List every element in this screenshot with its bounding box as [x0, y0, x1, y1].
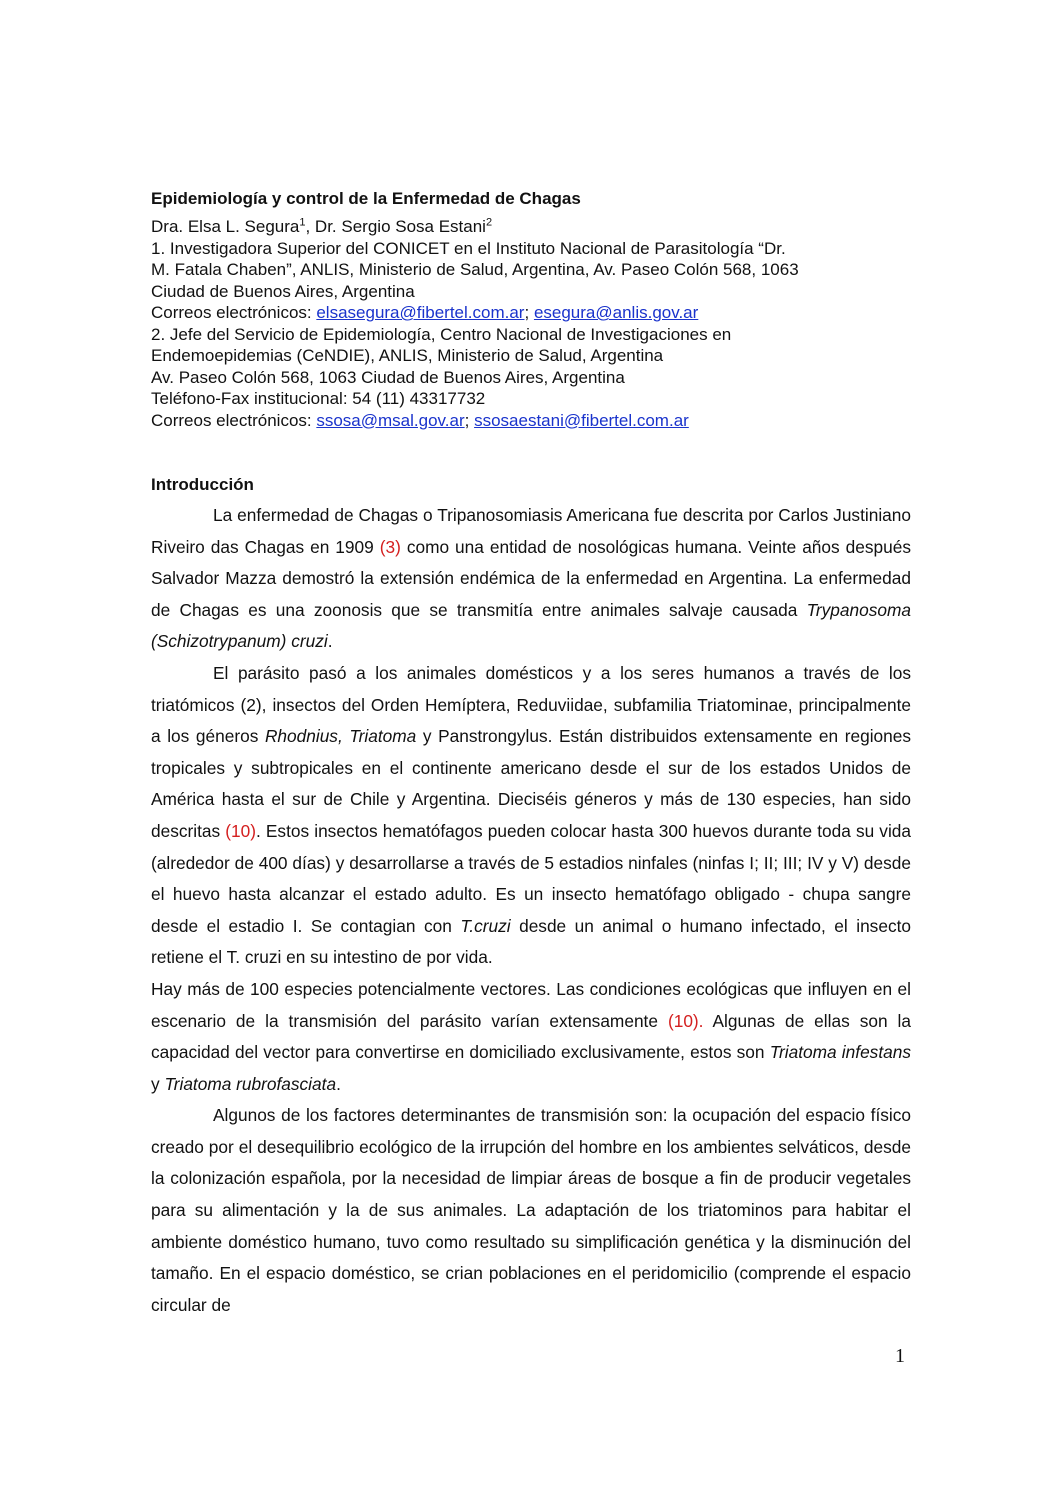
email-link-ssosa[interactable]: ssosa@msal.gov.ar	[316, 410, 465, 430]
affiliation-1-line-1: 1. Investigadora Superior del CONICET en el Instituto Nacional de Parasitología “Dr.	[151, 238, 786, 258]
paragraph-text: El parásito pasó a los animales domésticos y a los seres humanos a través de los triatómicos (2), insectos del Orden Hemíptera, Reduviidae, subfamilia Triatominae, principalmente a los géneros	[151, 662, 911, 747]
paragraph-text: .	[327, 631, 333, 652]
paragraph-text: Hay más de 100 especies potencialmente vectores. Las condiciones ecológicas que influyen en el escenario de la transmisión del parásito varían extensamente	[151, 978, 911, 1031]
affiliation-2-line-3: Av. Paseo Colón 568, 1063 Ciudad de Buenos Aires, Argentina	[151, 367, 625, 387]
paragraph-text: desde un animal o humano infectado, el insecto retiene el T. cruzi en su intestino de por vida.	[151, 915, 911, 968]
paragraph-text: y Panstrongylus. Están distribuidos extensamente en regiones tropicales y subtropicales en el continente americano desde el sur de los estados Unidos de América hasta el sur de Chile y Argentina. Dieciséis géneros y más de 130 especies, han sido descritas	[151, 726, 912, 841]
paragraph-3	[151, 974, 911, 1100]
email-link-esegura[interactable]: esegura@anlis.gov.ar	[533, 303, 699, 322]
author-2-affiliation-mark: 2	[485, 216, 493, 229]
genus-names: Rhodnius, Triatoma	[264, 726, 417, 747]
introduction-body	[151, 500, 911, 1321]
author-2: , Dr. Sergio Sosa Estani	[305, 217, 486, 236]
species-name: T.cruzi	[460, 915, 511, 936]
reference-10: (10)	[225, 820, 256, 841]
affiliation-1-line-3: Ciudad de Buenos Aires, Argentina	[151, 281, 415, 301]
paragraph-text: Algunas de ellas son la capacidad del vector para convertirse en domiciliado exclusivamente, estos son	[151, 1010, 911, 1063]
affiliation-2-line-2: Endemoepidemias (CeNDIE), ANLIS, Ministerio de Salud, Argentina	[151, 346, 664, 365]
author-1-affiliation-mark: 1	[299, 216, 306, 229]
paragraph-text: . Estos insectos hematófagos pueden colocar hasta 300 huevos durante toda su vida (alrededor de 400 días) y desarrollarse a través de 5 estadios ninfales (ninfas I; II; III; IV y V) desde el huevo hasta alcanzar el estado adulto. Es un insecto hematófago obligado - chupa sangre desde el estadio I. Se contagian con	[151, 820, 912, 936]
document-page	[151, 188, 911, 1321]
email-separator: ;	[524, 303, 534, 322]
email-separator: ;	[464, 410, 475, 430]
author-1: Dra. Elsa L. Segura	[151, 217, 300, 236]
email-link-elsasegura[interactable]: elsasegura@fibertel.com.ar	[316, 303, 525, 322]
affiliation-1-line-2: M. Fatala Chaben”, ANLIS, Ministerio de Salud, Argentina, Av. Paseo Colón 568, 1063	[151, 260, 799, 279]
paragraph-text: y	[151, 1073, 165, 1094]
emails-label: Correos electrónicos:	[151, 303, 317, 322]
email-link-ssosaestani[interactable]: ssosaestani@fibertel.com.ar	[474, 410, 689, 430]
species-name: Trypanosoma (Schizotrypanum) cruzi	[151, 599, 911, 652]
section-heading-introduccion: Introducción	[151, 475, 254, 494]
species-name: Triatoma infestans	[769, 1042, 911, 1063]
paragraph-4: Algunos de los factores determinantes de transmisión son: la ocupación del espacio físico creado por el desequilibrio ecológico de la irrupción del hombre en los ambientes selváticos, desde la colonización española, por la necesidad de limpiar áreas de bosque a fin de producir vegetales para su alimentación y la de sus animales. La adaptación de los triatominos para habitar el ambiente doméstico humano, tuvo como resultado su simplificación genética y la disminución del tamaño. En el espacio doméstico, se crian poblaciones en el peridomicilio (comprende el espacio circular de	[151, 1105, 911, 1315]
paragraph-text: .	[336, 1073, 341, 1094]
affiliation-2-emails	[151, 410, 911, 432]
reference-3: (3)	[379, 536, 401, 557]
paragraph-text: La enfermedad de Chagas o Tripanosomiasis Americana fue descrita por Carlos Justiniano Riveiro das Chagas en 1909	[151, 505, 911, 557]
paragraph-2	[151, 658, 911, 974]
affiliation-1-emails	[151, 302, 911, 324]
affiliation-2-line-1: 2. Jefe del Servicio de Epidemiología, Centro Nacional de Investigaciones en	[151, 324, 732, 344]
reference-10: (10).	[667, 1010, 704, 1031]
author-block	[151, 216, 911, 431]
paragraph-1	[151, 500, 911, 658]
paragraph-text: como una entidad de nosológicas humana. Veinte años después Salvador Mazza demostró la extensión endémica de la enfermedad en Argentina. La enfermedad de Chagas es una zoonosis que se transmitía entre animales salvaje causada	[151, 536, 911, 620]
authors-line	[151, 216, 911, 238]
document-title: Epidemiología y control de la Enfermedad de Chagas	[151, 189, 581, 208]
emails-label: Correos electrónicos:	[151, 410, 317, 430]
species-name: Triatoma rubrofasciata	[164, 1073, 337, 1094]
page-number: 1	[895, 1345, 905, 1367]
affiliation-2-phone: Teléfono-Fax institucional: 54 (11) 43317732	[151, 389, 486, 408]
